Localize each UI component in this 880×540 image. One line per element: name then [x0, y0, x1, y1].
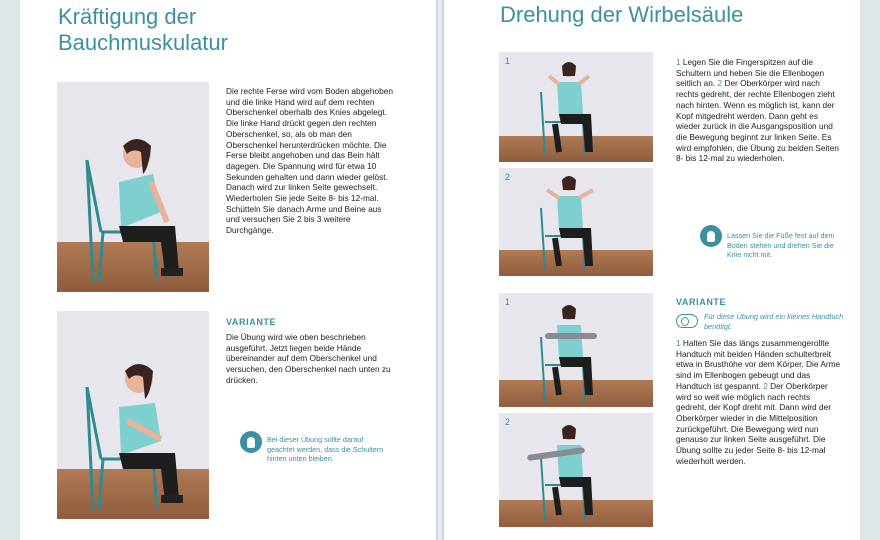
- step-number: 2: [505, 417, 511, 427]
- step-2-text: Der Oberkörper wird nach rechts gedreht, der rechte Ellenbogen zieht nach hinten. Wenn es möglich ist, kann der Kopf mitgedreht werden. Dann geht es wieder zurück in die Ausgangsposition und die Bewegung beginnt zur linken Seite. Es wird empfohlen, die Übung zu beiden Seiten 8- bis 12-mal zu wiederholen.: [676, 78, 839, 164]
- variant-step-2-text: Der Oberkörper wird so weit wie möglich nach rechts gedreht, der Kopf dreht mit. Dann wird der Oberkörper wieder in die Mittelposition zurückgeführt. Die Bewegung wird nun genauso zur linken Seite ausgeführt. Die Übung sollte zu jeder Seite 8- bis 12-mal wiederholt werden.: [676, 380, 831, 466]
- left-tip-text: Bei dieser Übung sollte darauf geachtet werden, dass die Schultern hinten unten bleiben.: [267, 435, 384, 464]
- exercise-photo-abs-2: [57, 311, 209, 519]
- towel-note-text: Für diese Übung wird ein kleines Handtuch benötigt.: [704, 312, 844, 331]
- person-with-towel-illustration: [499, 413, 653, 527]
- right-main-text: [676, 57, 842, 164]
- variant-step-1-text: Halten Sie das längs zusammengerollte Handtuch mit beiden Händen schulterbreit etwa in Brusthöhe vor dem Körper. Die Arme sind im Ellenbogen gebeugt und das Handtuch ist gespannt.: [676, 338, 841, 391]
- towel-icon: [676, 314, 698, 328]
- left-variant-heading: VARIANTE: [226, 317, 277, 327]
- step-1-text: Legen Sie die Fingerspitzen auf die Schultern und heben Sie die Ellenbogen seitlich an.: [676, 57, 825, 89]
- exercise-photo-towel-2: [499, 413, 653, 527]
- exercise-photo-towel-1: [499, 293, 653, 407]
- exercise-photo-rotation-1: [499, 52, 653, 162]
- right-variant-heading: VARIANTE: [676, 297, 727, 307]
- exercise-photo-abs-1: [57, 82, 209, 292]
- step-number: 2: [505, 172, 511, 182]
- left-tip: [240, 431, 390, 464]
- variant-step-2-number: 2: [763, 380, 768, 391]
- right-tip-text: Lassen Sie die Füße fest auf dem Boden stehen und drehen Sie die Knie nicht mit.: [727, 231, 835, 260]
- left-page-title: Kräftigung der Bauchmuskulatur: [58, 4, 228, 55]
- left-variant-text: Die Übung wird wie oben beschrieben ausgeführt. Jetzt liegen beide Hände übereinander auf dem Oberschenkel und versuchen, den Oberschenkel nach unten zu drücken.: [226, 332, 391, 385]
- person-on-chair-illustration: [499, 52, 653, 162]
- right-page: [444, 0, 860, 540]
- step-2-number: 2: [717, 78, 723, 89]
- exercise-photo-rotation-2: [499, 168, 653, 276]
- towel-note: [676, 312, 846, 331]
- person-on-chair-illustration: [57, 311, 209, 519]
- variant-step-1-number: 1: [676, 338, 681, 348]
- lightbulb-icon: [700, 225, 722, 247]
- lightbulb-icon: [240, 431, 262, 453]
- step-number: 1: [505, 297, 511, 307]
- step-1-number: 1: [676, 57, 681, 67]
- book-gutter: [436, 0, 444, 540]
- person-on-chair-illustration: [499, 168, 653, 276]
- right-page-title: Drehung der Wirbelsäule: [500, 2, 744, 27]
- person-with-towel-illustration: [499, 293, 653, 407]
- step-number: 1: [505, 56, 511, 66]
- left-page: [20, 0, 436, 540]
- right-tip: [700, 225, 840, 260]
- left-main-text: Die rechte Ferse wird vom Boden abgehoben und die linke Hand wird auf dem rechten Oberschenkel oberhalb des Knies abgelegt. Die linke Hand drückt gegen den rechten Oberschenkel, so, als ob man den Oberschenkel herunterdrücken möchte. Die Ferse bleibt angehoben und das Bein hält dagegen. Die Spannung wird für etwa 10 Sekunden gehalten und dann wieder gelöst. Danach wird zur linken Seite gewechselt. Wiederholen Sie jede Seite 8- bis 12-mal. Schütteln Sie danach Arme und Beine aus und versuchen Sie 2 bis 3 weitere Durchgänge.: [226, 86, 393, 236]
- right-variant-text: [676, 338, 842, 466]
- person-on-chair-illustration: [57, 82, 209, 292]
